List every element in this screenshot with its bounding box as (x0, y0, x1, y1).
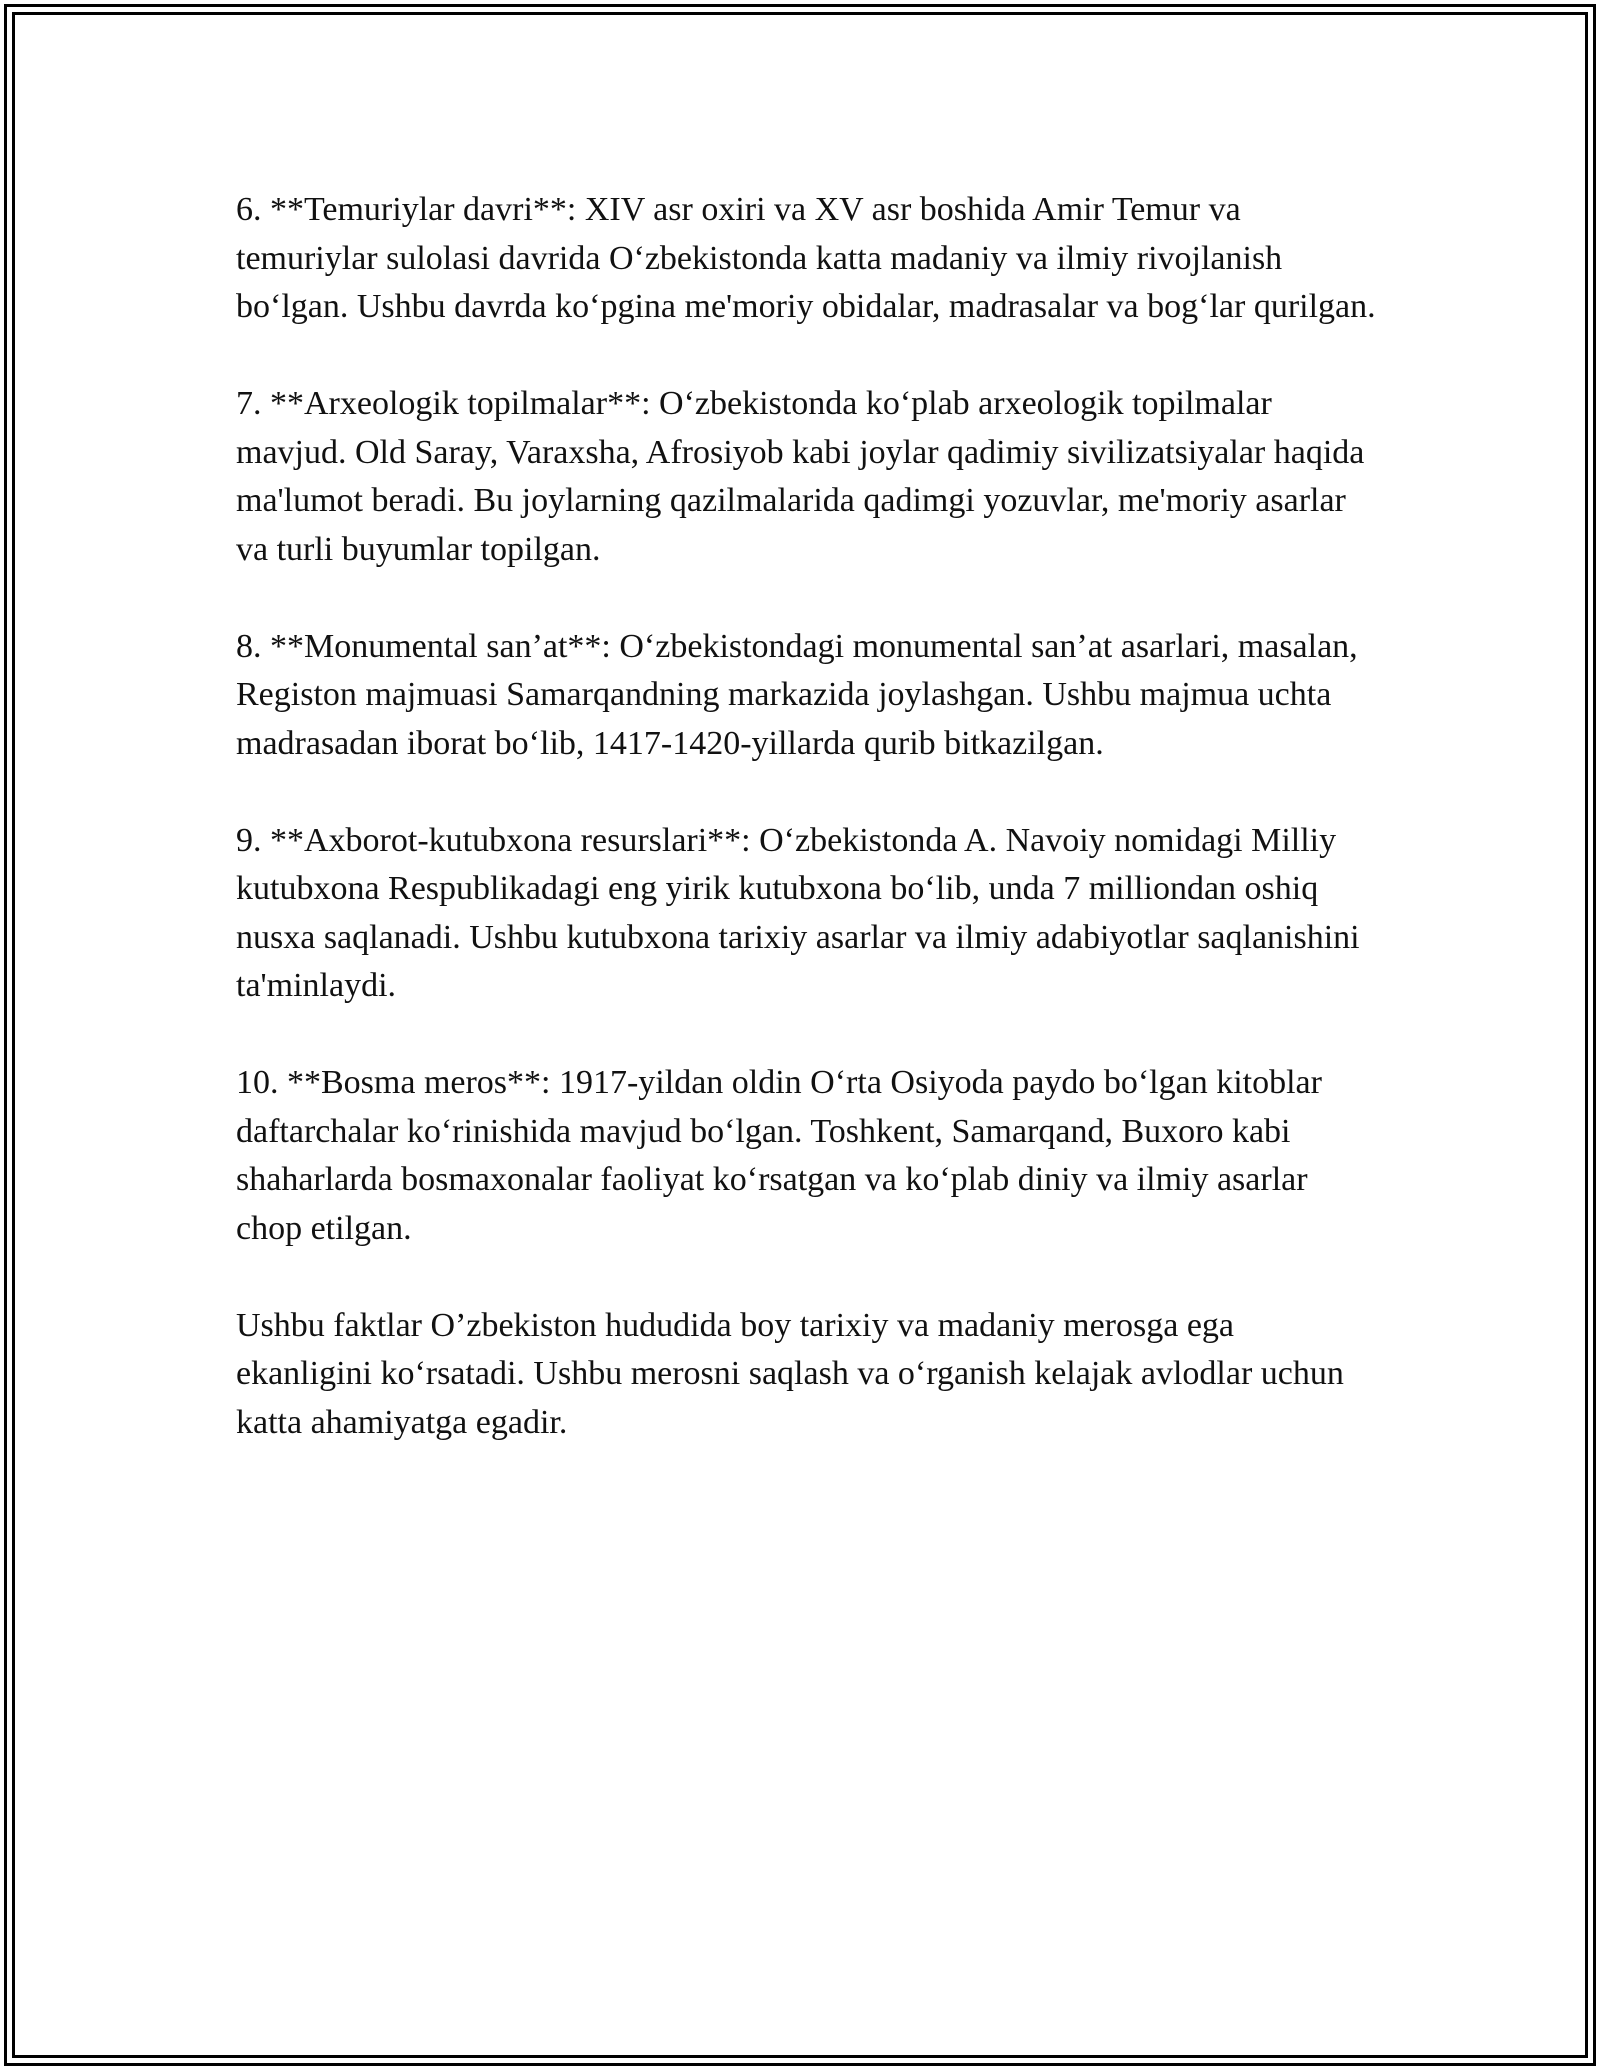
paragraph-conclusion: Ushbu faktlar O’zbekiston hududida boy tarixiy va madaniy merosga ega ekanligini ko‘rsatadi. Ushbu merosni saqlash va o‘rganish kelajak avlodlar uchun katta ahamiyatga egadir. (236, 1306, 1344, 1441)
paragraph-monumental-sanat: 8. **Monumental san’at**: O‘zbekistondagi monumental san’at asarlari, masalan, Registon majmuasi Samarqandning markazida joylashgan. Ushbu majmua uchta madrasadan iborat bo‘lib, 1417-1420-yillarda qurib bitkazilgan. (236, 627, 1358, 762)
paragraph-bosma-meros: 10. **Bosma meros**: 1917-yildan oldin O‘rta Osiyoda paydo bo‘lgan kitoblar daftarchalar ko‘rinishida mavjud bo‘lgan. Toshkent, Samarqand, Buxoro kabi shaharlarda bosmaxonalar faoliyat ko‘rsatgan va ko‘plab diniy va ilmiy asarlar chop etilgan. (236, 1064, 1322, 1247)
paragraph-axborot-kutubxona: 9. **Axborot-kutubxona resurslari**: O‘zbekistonda A. Navoiy nomidagi Milliy kutubxona Respublikadagi eng yirik kutubxona bo‘lib, unda 7 milliondan oshiq nusxa saqlanadi. Ushbu kutubxona tarixiy asarlar va ilmiy adabiyotlar saqlanishini ta'minlaydi. (236, 821, 1360, 1004)
paragraph-temuriylar-davri: 6. **Temuriylar davri**: XIV asr oxiri va XV asr boshida Amir Temur va temuriylar sulolasi davrida O‘zbekistonda katta madaniy va ilmiy rivojlanish bo‘lgan. Ushbu davrda ko‘pgina me'moriy obidalar, madrasalar va bog‘lar qurilgan. (236, 191, 1376, 325)
paragraph-arxeologik-topilmalar: 7. **Arxeologik topilmalar**: O‘zbekistonda ko‘plab arxeologik topilmalar mavjud. Old Saray, Varaxsha, Afrosiyob kabi joylar qadimiy sivilizatsiyalar haqida ma'lumot beradi. Bu joylarning qazilmalarida qadimgi yozuvlar, me'moriy asarlar va turli buyumlar topilgan. (236, 385, 1365, 568)
document-body (236, 186, 1376, 1496)
